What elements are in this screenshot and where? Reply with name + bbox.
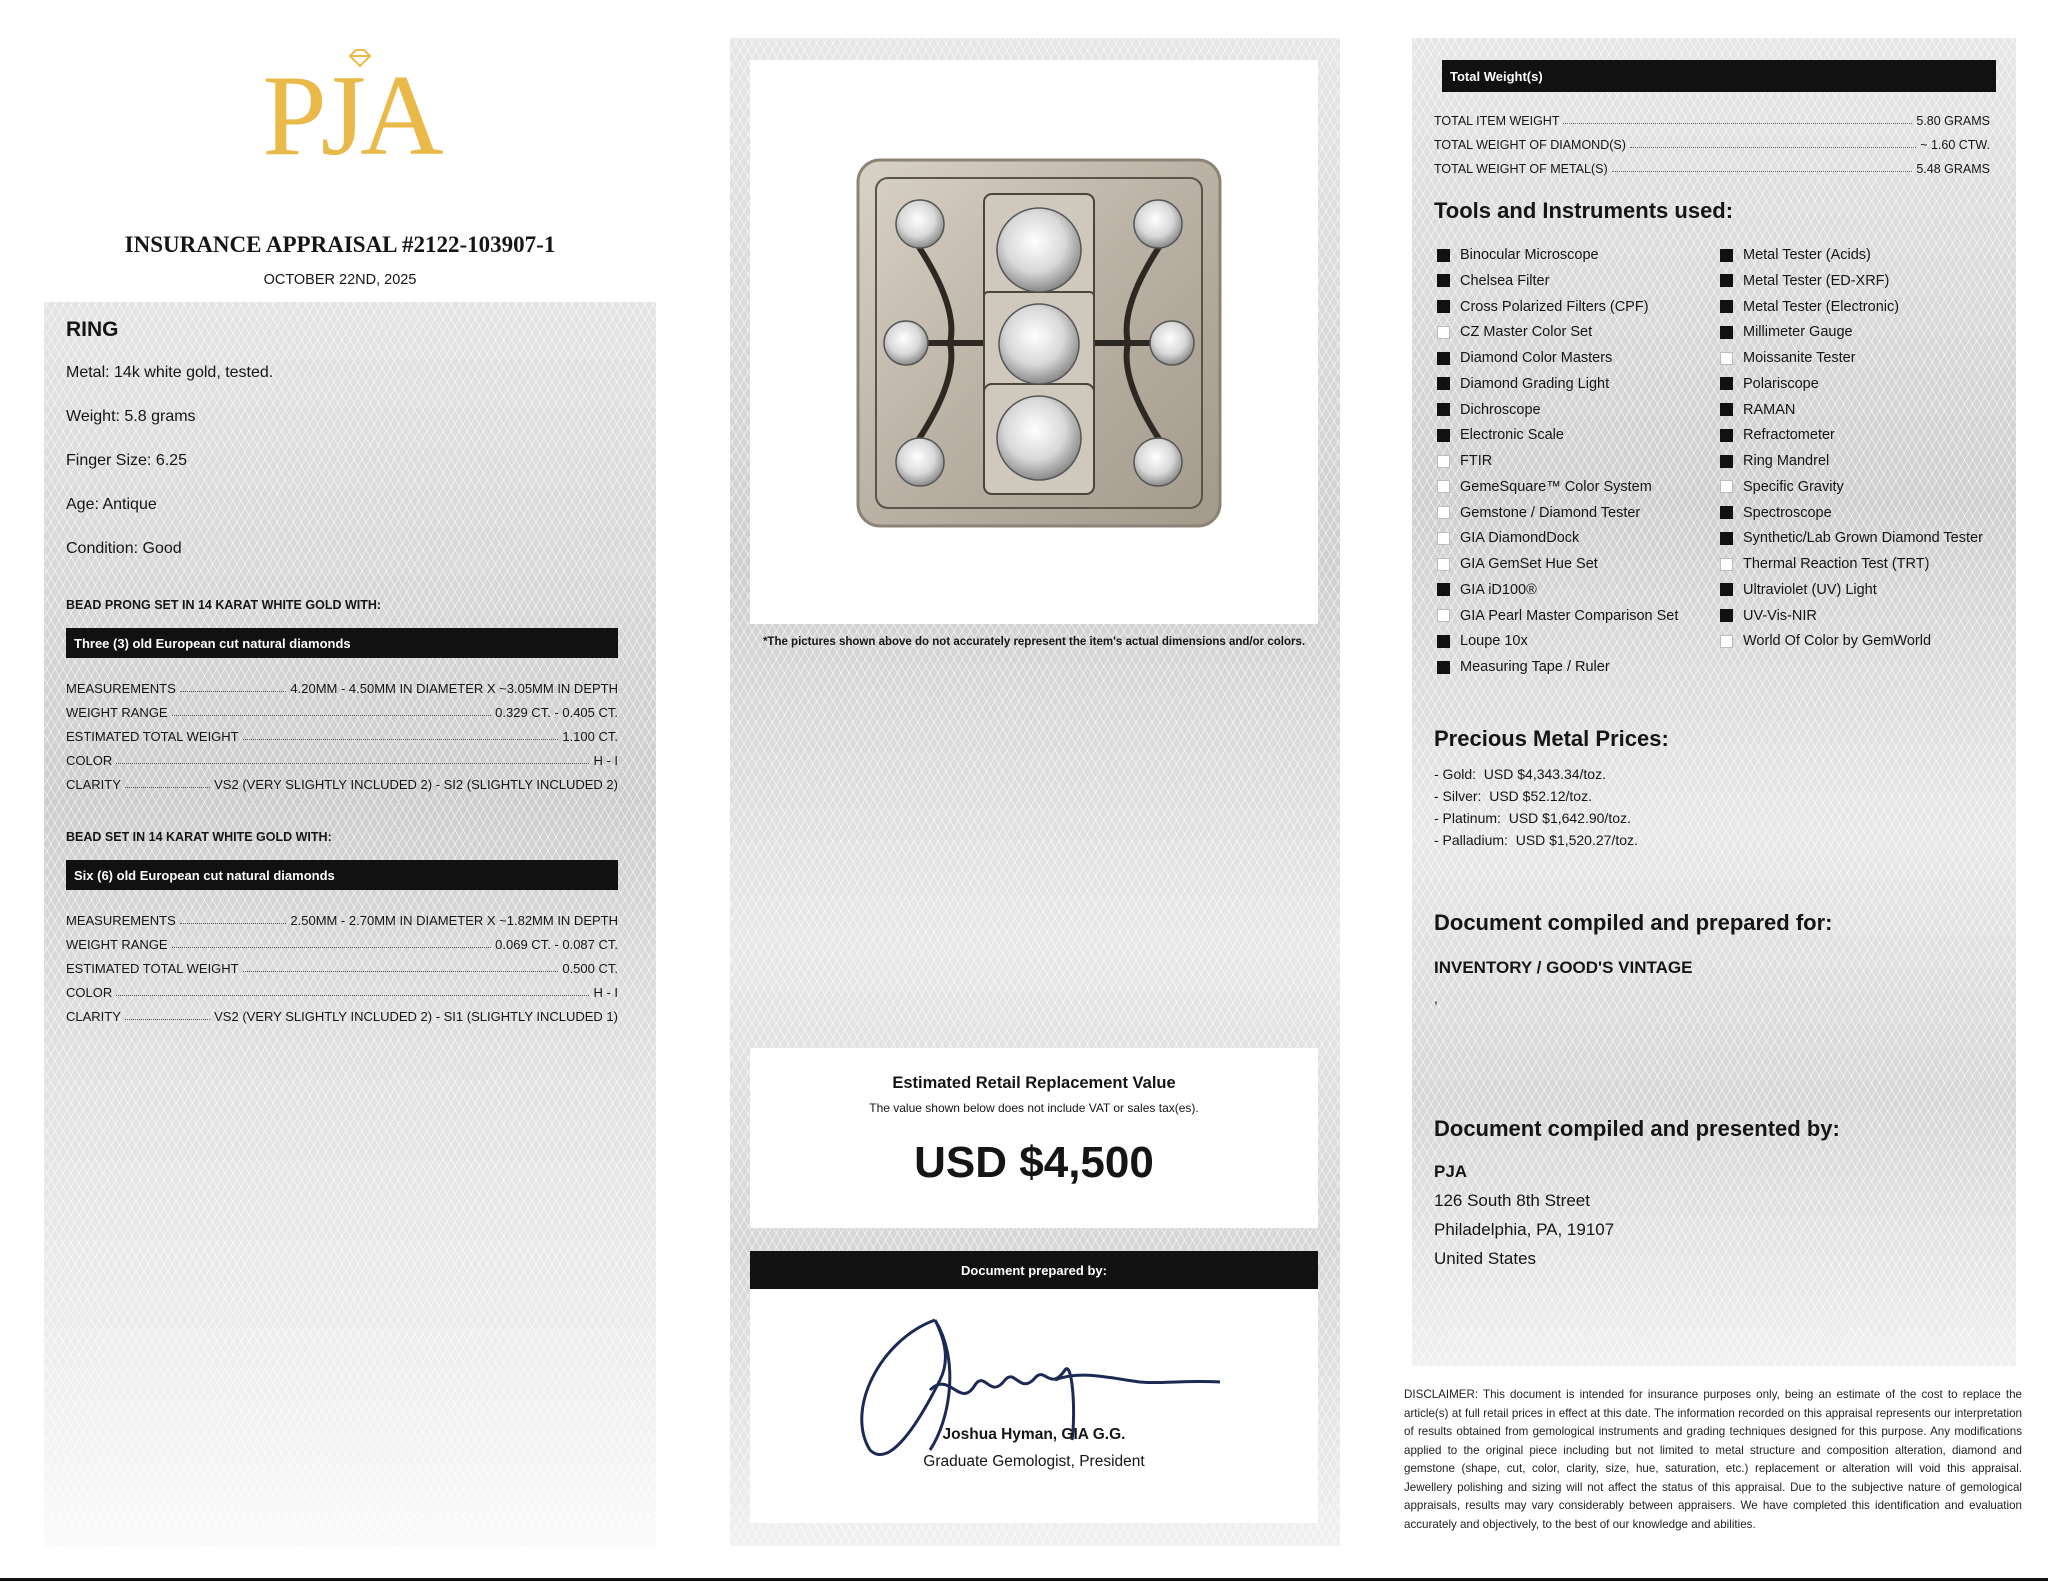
tool-label: Measuring Tape / Ruler xyxy=(1460,659,1610,675)
signer-name: Joshua Hyman, GIA G.G. xyxy=(942,1426,1126,1443)
checked-box-icon xyxy=(1437,661,1450,674)
checked-box-icon xyxy=(1437,352,1450,365)
spec-row: COLOR H - I xyxy=(66,753,618,768)
stone-description-bar-1: Three (3) old European cut natural diamonds xyxy=(66,628,618,658)
checked-box-icon xyxy=(1437,635,1450,648)
tool-item xyxy=(1720,424,1835,446)
presenter-country: United States xyxy=(1434,1249,1537,1268)
unchecked-box-icon xyxy=(1720,352,1733,365)
checked-box-icon xyxy=(1720,506,1733,519)
presented-by-title: Document compiled and presented by: xyxy=(1434,1116,1840,1141)
metal-price-item: - Silver: USD $52.12/toz. xyxy=(1434,788,1592,804)
checked-box-icon xyxy=(1720,249,1733,262)
tool-label: Polariscope xyxy=(1743,375,1819,392)
total-weight-row: TOTAL ITEM WEIGHT 5.80 GRAMS xyxy=(1434,114,1990,128)
ring-photo xyxy=(750,60,1318,624)
unchecked-box-icon xyxy=(1437,532,1450,545)
checked-box-icon xyxy=(1720,609,1733,622)
tool-item xyxy=(1437,244,1599,266)
tool-label: FTIR xyxy=(1460,453,1493,469)
logo-text: PJA xyxy=(262,52,438,180)
tool-item xyxy=(1720,476,1844,498)
tool-item xyxy=(1437,270,1549,292)
unchecked-box-icon xyxy=(1437,506,1450,519)
spec-row: CLARITY VS2 (VERY SLIGHTLY INCLUDED 2) - SI2 (SLIGHTLY INCLUDED 2) xyxy=(66,777,618,792)
tool-item xyxy=(1720,553,1929,575)
metal-field: Metal: 14k white gold, tested. xyxy=(66,364,274,381)
unchecked-box-icon xyxy=(1720,558,1733,571)
prepared-for-extra: , xyxy=(1434,990,1438,1006)
tool-item xyxy=(1720,347,1856,369)
checked-box-icon xyxy=(1437,300,1450,313)
tool-item xyxy=(1720,579,1877,601)
tool-label: Cross Polarized Filters (CPF) xyxy=(1460,298,1649,315)
tool-item xyxy=(1437,424,1564,446)
bottom-rule xyxy=(0,1578,2048,1581)
setting-heading-2: BEAD SET IN 14 KARAT WHITE GOLD WITH: xyxy=(66,830,332,844)
checked-box-icon xyxy=(1720,429,1733,442)
legal-disclaimer: DISCLAIMER: This document is intended for insurance purposes only, being an estimate of the cost to replace the article(s) at full retail prices in effect at this date. The information recorded on this appraisal represents our interpretation of results obtained from gemological instruments and grading techniques designed for this purpose. Any modifications applied to the original piece including but not limited to metal structure and composition alteration, diamond and gemstone (shape, cut, color, clarity, size, hue, saturation, etc.) replacement or alteration will void this appraisal. Jewellery polishing and sizing will not affect the status of this appraisal. Due to the subjective nature of gemological appraisals, results may vary considerably between appraisers. We have completed this identification and evaluation accurately and objectively, to the best of our knowledge and abilities. xyxy=(1404,1388,2022,1531)
tool-item xyxy=(1720,296,1899,318)
tool-item xyxy=(1720,270,1889,292)
stone-description-bar-2: Six (6) old European cut natural diamonds xyxy=(66,860,618,890)
total-weight-row: TOTAL WEIGHT OF DIAMOND(S) ~ 1.60 CTW. xyxy=(1434,138,1990,152)
spec-row: ESTIMATED TOTAL WEIGHT 1.100 CT. xyxy=(66,729,618,744)
checked-box-icon xyxy=(1720,455,1733,468)
checked-box-icon xyxy=(1720,532,1733,545)
tools-title: Tools and Instruments used: xyxy=(1434,198,1734,223)
photo-disclaimer: *The pictures shown above do not accurately represent the item's actual dimensions and/or colors. xyxy=(762,636,1306,648)
checked-box-icon xyxy=(1720,274,1733,287)
spec-row: ESTIMATED TOTAL WEIGHT 0.500 CT. xyxy=(66,961,618,976)
metal-prices-title: Precious Metal Prices: xyxy=(1434,726,1669,751)
condition-field: Condition: Good xyxy=(66,540,182,557)
tool-item xyxy=(1437,296,1649,318)
tool-label: Millimeter Gauge xyxy=(1743,324,1853,341)
setting-heading-1: BEAD PRONG SET IN 14 KARAT WHITE GOLD WITH: xyxy=(66,598,382,612)
presenter-city: Philadelphia, PA, 19107 xyxy=(1434,1220,1615,1239)
tool-item xyxy=(1437,321,1592,343)
prepared-for-name: INVENTORY / GOOD'S VINTAGE xyxy=(1434,958,1693,977)
value-title: Estimated Retail Replacement Value xyxy=(892,1074,1176,1092)
tool-label: Binocular Microscope xyxy=(1460,247,1599,263)
appraisal-title: INSURANCE APPRAISAL #2122-103907-1 xyxy=(124,232,556,257)
checked-box-icon xyxy=(1720,326,1733,339)
tool-label: Metal Tester (Electronic) xyxy=(1743,298,1900,315)
presenter-name: PJA xyxy=(1434,1162,1468,1181)
checked-box-icon xyxy=(1437,583,1450,596)
spec-row: MEASUREMENTS 2.50MM - 2.70MM IN DIAMETER X ~1.82MM IN DEPTH xyxy=(66,913,618,928)
tool-item xyxy=(1437,399,1541,421)
spec-row: WEIGHT RANGE 0.329 CT. - 0.405 CT. xyxy=(66,705,618,720)
metal-price-item: - Palladium: USD $1,520.27/toz. xyxy=(1434,832,1638,848)
tool-label: GIA DiamondDock xyxy=(1460,530,1580,547)
tool-label: Ultraviolet (UV) Light xyxy=(1743,581,1877,598)
tool-item xyxy=(1720,244,1871,266)
prepared-by-bar: Document prepared by: xyxy=(750,1251,1318,1289)
tool-label: Loupe 10x xyxy=(1460,633,1528,650)
tool-label: Chelsea Filter xyxy=(1460,272,1550,289)
presenter-street: 126 South 8th Street xyxy=(1434,1191,1590,1210)
right-panel xyxy=(1412,38,2016,1366)
unchecked-box-icon xyxy=(1437,455,1450,468)
item-photo-frame xyxy=(750,60,1318,624)
tool-label: World Of Color by GemWorld xyxy=(1743,633,1932,650)
spec-row: COLOR H - I xyxy=(66,985,618,1000)
total-weights-bar: Total Weight(s) xyxy=(1442,60,1996,92)
tool-item xyxy=(1437,605,1678,627)
total-weight-row: TOTAL WEIGHT OF METAL(S) 5.48 GRAMS xyxy=(1434,162,1990,176)
value-note: The value shown below does not include VAT or sales tax(es). xyxy=(869,1101,1199,1115)
metal-price-item: - Gold: USD $4,343.34/toz. xyxy=(1434,766,1606,782)
tool-label: GIA GemSet Hue Set xyxy=(1460,556,1598,572)
tool-label: Spectroscope xyxy=(1743,504,1832,521)
tool-item xyxy=(1720,605,1817,627)
finger-size-field: Finger Size: 6.25 xyxy=(66,452,187,469)
unchecked-box-icon xyxy=(1437,480,1450,493)
tool-item xyxy=(1720,450,1829,472)
tool-item xyxy=(1437,630,1528,652)
tool-item xyxy=(1437,450,1492,472)
tool-label: Specific Gravity xyxy=(1743,478,1844,495)
tool-label: Ring Mandrel xyxy=(1743,453,1830,469)
checked-box-icon xyxy=(1720,583,1733,596)
unchecked-box-icon xyxy=(1437,609,1450,622)
checked-box-icon xyxy=(1720,377,1733,390)
tool-label: GemeSquare™ Color System xyxy=(1460,478,1652,495)
prepared-for-title: Document compiled and prepared for: xyxy=(1434,910,1833,935)
checked-box-icon xyxy=(1437,429,1450,442)
tool-label: Diamond Color Masters xyxy=(1460,350,1613,366)
checked-box-icon xyxy=(1720,300,1733,313)
tool-label: Gemstone / Diamond Tester xyxy=(1460,504,1641,521)
spec-row: MEASUREMENTS 4.20MM - 4.50MM IN DIAMETER X ~3.05MM IN DEPTH xyxy=(66,681,618,696)
unchecked-box-icon xyxy=(1720,635,1733,648)
appraisal-date: OCTOBER 22ND, 2025 xyxy=(263,272,417,288)
checked-box-icon xyxy=(1437,377,1450,390)
tool-label: Electronic Scale xyxy=(1460,427,1564,444)
tool-item xyxy=(1437,347,1612,369)
checked-box-icon xyxy=(1437,249,1450,262)
tool-item xyxy=(1437,502,1640,524)
tool-item xyxy=(1437,553,1598,575)
tool-item xyxy=(1720,630,1931,652)
unchecked-box-icon xyxy=(1437,558,1450,571)
tool-label: GIA Pearl Master Comparison Set xyxy=(1460,607,1679,624)
unchecked-box-icon xyxy=(1720,480,1733,493)
tool-label: Metal Tester (Acids) xyxy=(1743,247,1871,263)
tool-label: CZ Master Color Set xyxy=(1460,324,1593,341)
tool-label: Moissanite Tester xyxy=(1743,350,1856,366)
spec-row: CLARITY VS2 (VERY SLIGHTLY INCLUDED 2) - SI1 (SLIGHTLY INCLUDED 1) xyxy=(66,1009,618,1024)
tool-item xyxy=(1437,579,1537,601)
tool-label: RAMAN xyxy=(1743,401,1796,418)
checked-box-icon xyxy=(1720,403,1733,416)
value-amount: USD $4,500 xyxy=(914,1138,1154,1187)
tool-label: GIA iD100® xyxy=(1460,581,1537,598)
tool-item xyxy=(1437,527,1579,549)
tool-label: Metal Tester (ED-XRF) xyxy=(1743,272,1890,289)
tool-item xyxy=(1720,527,1983,549)
item-type: RING xyxy=(66,318,119,341)
tool-label: Diamond Grading Light xyxy=(1460,375,1610,392)
tool-label: Dichroscope xyxy=(1460,401,1541,418)
tool-label: Synthetic/Lab Grown Diamond Tester xyxy=(1743,530,1983,547)
tool-item xyxy=(1720,373,1819,395)
unchecked-box-icon xyxy=(1437,326,1450,339)
weight-field: Weight: 5.8 grams xyxy=(66,408,196,425)
tool-item xyxy=(1720,502,1832,524)
tool-item xyxy=(1437,373,1609,395)
age-field: Age: Antique xyxy=(66,496,157,513)
spec-row: WEIGHT RANGE 0.069 CT. - 0.087 CT. xyxy=(66,937,618,952)
tool-item xyxy=(1437,656,1610,678)
checked-box-icon xyxy=(1437,274,1450,287)
tool-label: UV-Vis-NIR xyxy=(1743,607,1817,624)
tool-item xyxy=(1720,399,1795,421)
signer-role: Graduate Gemologist, President xyxy=(923,1453,1145,1470)
tool-item xyxy=(1720,321,1853,343)
checked-box-icon xyxy=(1437,403,1450,416)
tool-item xyxy=(1437,476,1652,498)
metal-price-item: - Platinum: USD $1,642.90/toz. xyxy=(1434,810,1631,826)
tool-label: Thermal Reaction Test (TRT) xyxy=(1743,556,1930,572)
tool-label: Refractometer xyxy=(1743,427,1835,444)
